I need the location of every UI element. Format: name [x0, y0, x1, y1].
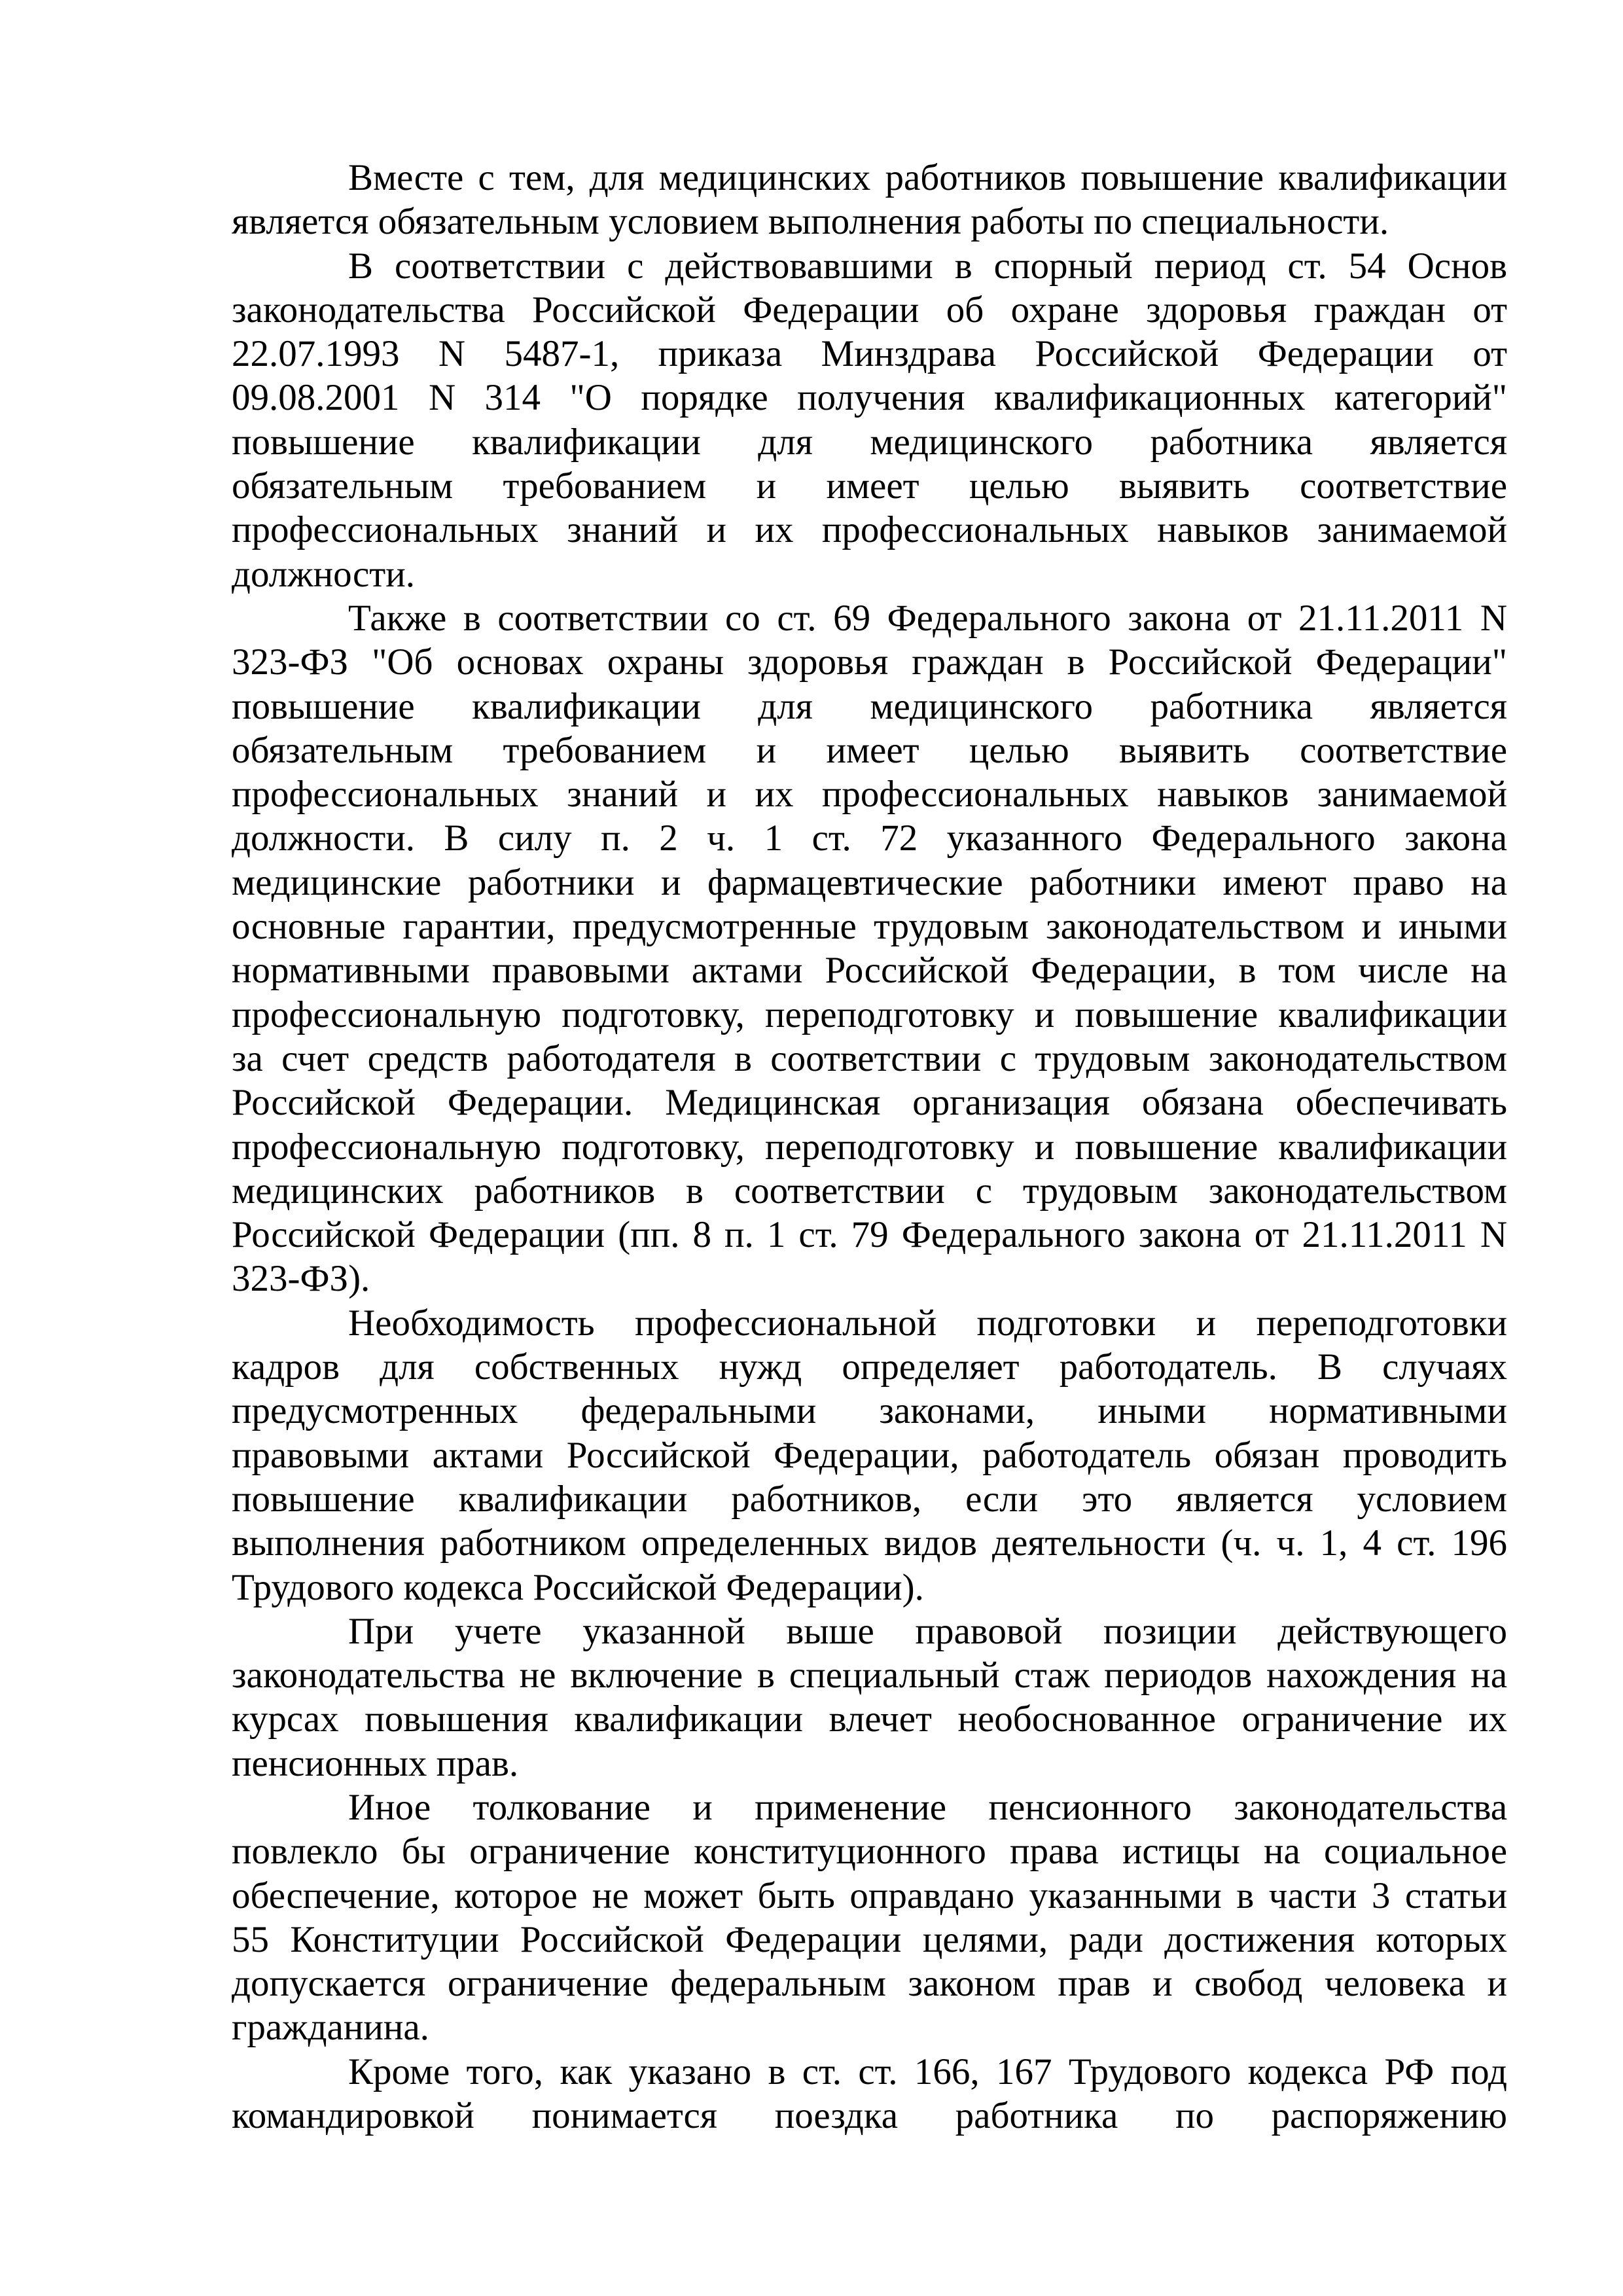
- text-line: медицинские работники и фармацевтические работники имеют право на: [232, 861, 1507, 903]
- text-line: нормативными правовыми актами Российской Федерации, в том числе на: [232, 950, 1507, 992]
- document-body: [232, 156, 1507, 2138]
- text-line: медицинских работников в соответствии с трудовым законодательством: [232, 1170, 1507, 1211]
- paragraph: [232, 156, 1507, 244]
- text-line: основные гарантии, предусмотренные трудовым законодательством и иными: [232, 906, 1507, 948]
- text-line: 323-ФЗ).: [232, 1258, 370, 1300]
- text-line: законодательства Российской Федерации об охране здоровья граждан от: [232, 289, 1507, 331]
- text-line: предусмотренных федеральными законами, иными нормативными: [232, 1390, 1507, 1432]
- text-line: обязательным требованием и имеет целью выявить соответствие: [232, 465, 1507, 507]
- text-line: является обязательным условием выполнения работы по специальности.: [232, 201, 1389, 243]
- text-line: профессиональную подготовку, переподготовку и повышение квалификации: [232, 1126, 1507, 1168]
- text-line: за счет средств работодателя в соответствии с трудовым законодательством: [232, 1037, 1507, 1079]
- paragraph: [232, 2050, 1507, 2138]
- text-line: курсах повышения квалификации влечет необоснованное ограничение их: [232, 1698, 1507, 1740]
- text-line: профессиональных знаний и их профессиональных навыков занимаемой: [232, 774, 1507, 816]
- text-line: Также в соответствии со ст. 69 Федерального закона от 21.11.2011 N: [348, 597, 1507, 639]
- text-line: гражданина.: [232, 2007, 429, 2049]
- text-line: повлекло бы ограничение конституционного права истицы на социальное: [232, 1831, 1507, 1873]
- text-line: В соответствии с действовавшими в спорный период ст. 54 Основ: [348, 245, 1507, 287]
- text-line: кадров для собственных нужд определяет работодатель. В случаях: [232, 1346, 1507, 1388]
- text-line: повышение квалификации для медицинского работника является: [232, 421, 1507, 463]
- text-line: 09.08.2001 N 314 "О порядке получения квалификационных категорий": [232, 377, 1507, 419]
- paragraph: [232, 1609, 1507, 1785]
- text-line: Кроме того, как указано в ст. ст. 166, 167 Трудового кодекса РФ под: [348, 2051, 1507, 2092]
- paragraph: [232, 596, 1507, 1301]
- text-line: должности.: [232, 553, 415, 595]
- text-line: повышение квалификации работников, если это является условием: [232, 1478, 1507, 1520]
- text-line: профессиональную подготовку, переподготовку и повышение квалификации: [232, 994, 1507, 1035]
- text-line: При учете указанной выше правовой позиции действующего: [348, 1610, 1507, 1652]
- text-line: правовыми актами Российской Федерации, работодатель обязан проводить: [232, 1434, 1507, 1476]
- text-line: пенсионных прав.: [232, 1742, 519, 1784]
- text-line: 323-ФЗ "Об основах охраны здоровья граждан в Российской Федерации": [232, 641, 1507, 683]
- text-line: 22.07.1993 N 5487-1, приказа Минздрава Российской Федерации от: [232, 333, 1507, 375]
- text-line: выполнения работником определенных видов деятельности (ч. ч. 1, 4 ст. 196: [232, 1522, 1507, 1564]
- text-line: Иное толкование и применение пенсионного законодательства: [348, 1786, 1507, 1828]
- text-line: Российской Федерации (пп. 8 п. 1 ст. 79 Федерального закона от 21.11.2011 N: [232, 1214, 1507, 1256]
- paragraph: [232, 1301, 1507, 1609]
- text-line: Вместе с тем, для медицинских работников повышение квалификации: [348, 157, 1507, 198]
- text-line: командировкой понимается поездка работника по распоряжению: [232, 2095, 1507, 2137]
- text-line: допускается ограничение федеральным законом прав и свобод человека и: [232, 1963, 1507, 2005]
- text-line: Необходимость профессиональной подготовки и переподготовки: [348, 1302, 1507, 1344]
- text-line: обеспечение, которое не может быть оправдано указанными в части 3 статьи: [232, 1874, 1507, 1916]
- paragraph: [232, 1785, 1507, 2050]
- text-line: профессиональных знаний и их профессиональных навыков занимаемой: [232, 509, 1507, 551]
- text-line: законодательства не включение в специальный стаж периодов нахождения на: [232, 1655, 1507, 1696]
- text-line: Российской Федерации. Медицинская организация обязана обеспечивать: [232, 1082, 1507, 1124]
- text-line: обязательным требованием и имеет целью выявить соответствие: [232, 729, 1507, 771]
- text-line: Трудового кодекса Российской Федерации).: [232, 1566, 924, 1608]
- text-line: должности. В силу п. 2 ч. 1 ст. 72 указанного Федерального закона: [232, 817, 1507, 859]
- text-line: повышение квалификации для медицинского работника является: [232, 685, 1507, 727]
- paragraph: [232, 244, 1507, 596]
- text-line: 55 Конституции Российской Федерации целями, ради достижения которых: [232, 1918, 1507, 1960]
